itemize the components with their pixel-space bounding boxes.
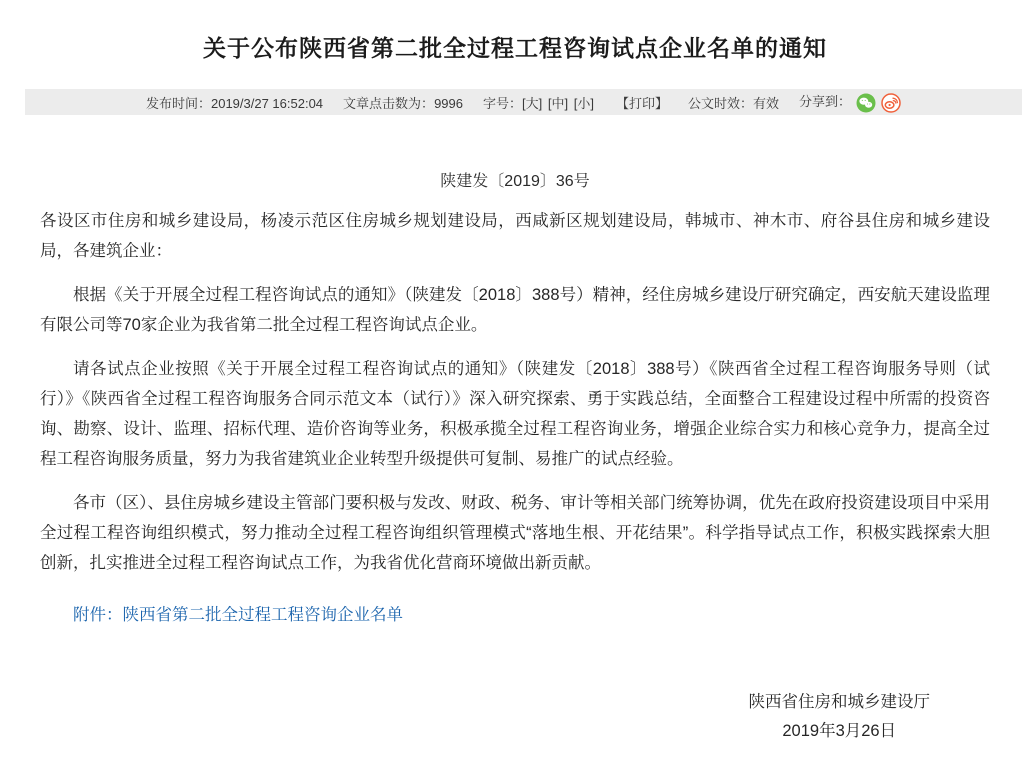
publish-time-value: 2019/3/27 16:52:04 — [210, 95, 324, 111]
document-body — [0, 168, 1030, 746]
hit-count-label: 文章点击数为： — [343, 95, 435, 111]
meta-bar — [25, 89, 1022, 115]
paragraph-3: 各市（区）、县住房城乡建设主管部门要积极与发改、财政、税务、审计等相关部门统筹协调，优先在政府投资建设项目中采用全过程工程咨询组织模式，努力推动全过程工程咨询组织管理模式“落地生根、开花结果”。科学指导试点工作，积极实践探索大胆创新，扎实推进全过程工程咨询试点工作，为我省优化营商环境做出新贡献。 — [40, 494, 990, 572]
share-label: 分享到： — [799, 94, 852, 110]
wechat-share-icon[interactable] — [856, 93, 876, 113]
paragraph-1: 根据《关于开展全过程工程咨询试点的通知》（陕建发〔2018〕388号）精神，经住房城乡建设厅研究确定，西安航天建设监理有限公司等70家企业为我省第二批全过程工程咨询试点企业。 — [40, 286, 990, 334]
document-validity — [688, 93, 779, 112]
font-size-medium-button[interactable]: [中] — [547, 95, 569, 111]
hit-count — [343, 93, 463, 112]
font-size-small-button[interactable]: [小] — [573, 95, 594, 111]
font-size-label: 字号： — [482, 95, 522, 111]
publish-time — [146, 93, 323, 112]
page-title: 关于公布陕西省第二批全过程工程咨询试点企业名单的通知 — [203, 35, 827, 61]
attachment-row — [40, 600, 990, 630]
attachment-label: 附件： — [73, 606, 123, 624]
paragraph-2: 请各试点企业按照《关于开展全过程工程咨询试点的通知》（陕建发〔2018〕388号）《陕西省全过程工程咨询服务导则（试行）》《陕西省全过程工程咨询服务合同示范文本（试行）》深入研究探索、勇于实践总结，全面整合工程建设过程中所需的投资咨询、勘察、设计、监理、招标代理、造价咨询等业务，积极承揽全过程工程咨询业务，增强企业综合实力和核心竞争力，提高全过程工程咨询服务质量，努力为我省建筑业企业转型升级提供可复制、易推广的试点经验。 — [40, 360, 990, 468]
salutation-paragraph: 各设区市住房和城乡建设局，杨凌示范区住房城乡规划建设局，西咸新区规划建设局，韩城市、神木市、府谷县住房和城乡建设局，各建筑企业： — [40, 212, 990, 260]
signature-block — [749, 688, 931, 746]
font-size-large-button[interactable]: [大] — [522, 95, 543, 111]
signature-issuer: 陕西省住房和城乡建设厅 — [748, 693, 930, 711]
attachment-link-text: 陕西省第二批全过程工程咨询企业名单 — [122, 606, 403, 624]
validity-value: 有效 — [752, 95, 779, 111]
hit-count-value: 9996 — [434, 95, 463, 111]
publish-time-label: 发布时间： — [145, 95, 211, 111]
share-controls — [799, 91, 901, 113]
attachment-link[interactable] — [73, 606, 403, 624]
validity-label: 公文时效： — [687, 95, 753, 111]
font-size-controls — [483, 93, 596, 112]
meta-bar-content — [136, 91, 911, 113]
weibo-share-icon[interactable] — [881, 93, 901, 113]
signature-date: 2019年3月26日 — [782, 722, 897, 740]
print-item — [616, 93, 668, 112]
print-button[interactable]: 【打印】 — [615, 95, 668, 111]
document-number: 陕建发〔2019〕36号 — [440, 173, 590, 190]
